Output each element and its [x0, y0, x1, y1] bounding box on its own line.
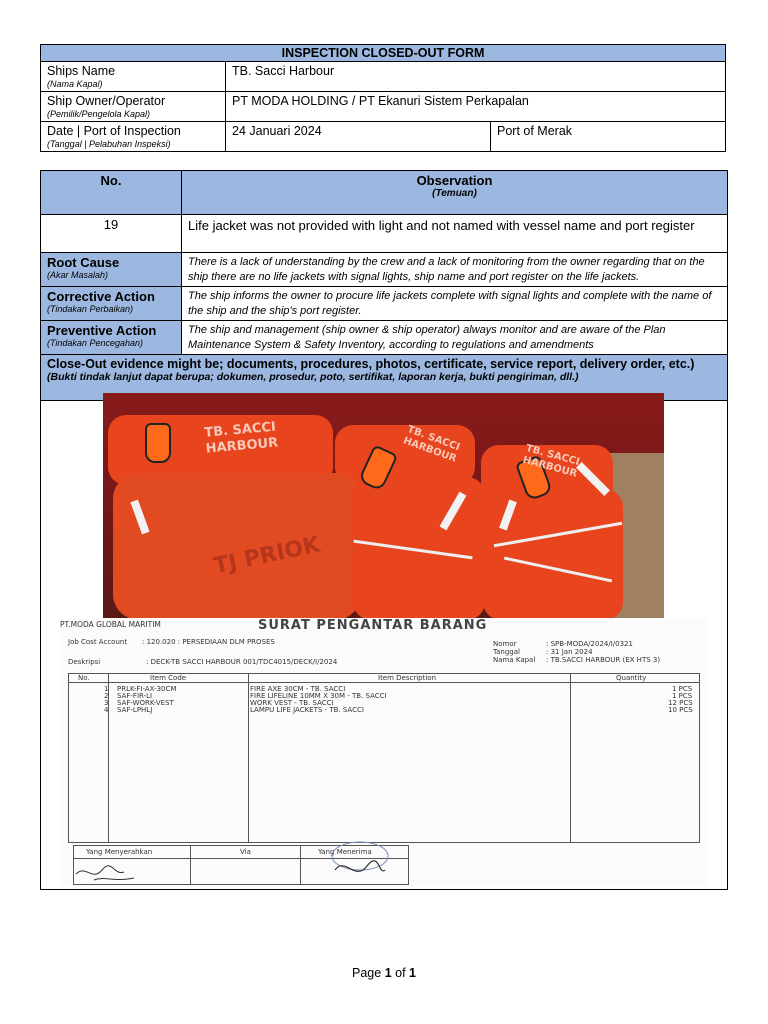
no-header: No.	[41, 171, 182, 215]
scan-row-code: SAF-LPHLJ	[117, 706, 153, 714]
owner-sub: (Pemilik/Pengelola Kapal)	[47, 109, 151, 119]
jacket-label-3: TB. SACCI HARBOUR	[521, 443, 581, 480]
receiver-stamp-icon	[315, 836, 405, 886]
scan-sig-giver: Yang Menyerahkan	[86, 848, 153, 856]
date-label-cell	[41, 122, 226, 152]
preventive-label: Preventive Action	[47, 323, 157, 338]
signature-1-icon	[74, 862, 194, 886]
ships-name-label: Ships Name	[47, 64, 116, 78]
scan-description-label: Deskripsi	[68, 658, 101, 666]
owner-label: Ship Owner/Operator	[47, 94, 166, 108]
scan-sig-via: Via	[240, 848, 251, 856]
jacket-label-2: TB. SACCI HARBOUR	[401, 424, 462, 465]
ships-name-value: TB. Sacci Harbour	[226, 62, 726, 92]
scan-row-desc: FIRE LIFELINE 10MM X 30M - TB. SACCI	[250, 692, 387, 700]
scan-row-desc: FIRE AXE 30CM - TB. SACCI	[250, 685, 346, 693]
page-total: 1	[409, 966, 416, 980]
ships-name-label-cell	[41, 62, 226, 92]
scan-tanggal-value: : 31 Jan 2024	[546, 648, 593, 656]
form-title: INSPECTION CLOSED-OUT FORM	[41, 45, 726, 62]
scan-row-no: 1	[104, 685, 109, 693]
scan-row-no: 2	[104, 692, 109, 700]
finding-text: Life jacket was not provided with light and not named with vessel name and port register	[182, 215, 728, 253]
scan-col-qty: Quantity	[616, 674, 647, 682]
scan-row-code: PRLK-FI-AX-30CM	[117, 685, 177, 693]
corrective-label-cell	[41, 287, 182, 321]
scan-row-qty: 1 PCS	[672, 685, 693, 693]
scan-tanggal-label: Tanggal	[493, 648, 520, 656]
root-cause-sub: (Akar Masalah)	[47, 270, 109, 280]
finding-number: 19	[41, 215, 182, 253]
jacket-label-1: TB. SACCI HARBOUR	[203, 419, 279, 457]
observation-header-label: Observation	[416, 173, 493, 188]
scan-row-code: SAF-FIR-LI	[117, 692, 153, 700]
scan-job-cost-label: Job Cost Account	[68, 638, 128, 646]
scan-job-cost-value: : 120.020 : PERSEDIAAN DLM PROSES	[142, 638, 275, 646]
root-cause-label-cell	[41, 253, 182, 287]
preventive-sub: (Tindakan Pencegahan)	[47, 338, 143, 348]
scan-row-no: 3	[104, 699, 109, 707]
scan-nama-kapal-value: : TB.SACCI HARBOUR (EX HTS 3)	[546, 656, 661, 664]
page-number: 1	[384, 966, 392, 980]
preventive-label-cell	[41, 321, 182, 355]
observation-header-sub: (Temuan)	[432, 188, 477, 199]
scan-row-no: 4	[104, 706, 109, 714]
root-cause-text: There is a lack of understanding by the crew and a lack of monitoring from the owner regarding that on the ship there are no life jackets with signal lights, ship name and port register on the life jackets.	[182, 253, 728, 287]
scan-nomor-value: : SPB-MODA/2024/I/0321	[546, 640, 633, 648]
scan-title: SURAT PENGANTAR BARANG	[258, 618, 488, 633]
date-sub: (Tanggal | Pelabuhan Inspeksi)	[47, 139, 171, 149]
header-table	[40, 44, 726, 152]
scan-col-item-code: Item Code	[150, 674, 187, 682]
page-of: of	[391, 966, 410, 980]
life-jackets-photo	[103, 393, 664, 620]
corrective-label: Corrective Action	[47, 289, 155, 304]
scan-nama-kapal-label: Nama Kapal	[493, 656, 536, 664]
date-value: 24 Januari 2024	[226, 122, 491, 152]
preventive-text: The ship and management (ship owner & ship operator) always monitor and are aware of the Plan Maintenance System & Safety Inventory, according to regulations and amendments	[182, 321, 728, 355]
corrective-text: The ship informs the owner to procure life jackets complete with signal lights and complete with the name of the ship and the ship's port register.	[182, 287, 728, 321]
page-prefix: Page	[352, 966, 385, 980]
observation-table	[40, 170, 728, 401]
owner-label-cell	[41, 92, 226, 122]
evidence-sub: (Bukti tindak lanjut dapat berupa; dokumen, prosedur, poto, sertifikat, laporan kerja, bukti pengiriman, dll.)	[47, 371, 579, 383]
delivery-note-scan	[60, 618, 708, 886]
evidence-label: Close-Out evidence might be; documents, procedures, photos, certificate, service report, delivery order, etc.)	[47, 357, 695, 371]
root-cause-label: Root Cause	[47, 255, 120, 270]
page-footer	[0, 966, 768, 980]
owner-value: PT MODA HOLDING / PT Ekanuri Sistem Perkapalan	[226, 92, 726, 122]
scan-sig-receiver: Yang Menerima	[318, 848, 372, 856]
scan-nomor-label: Nomor	[493, 640, 517, 648]
scan-row-code: SAF-WORK-VEST	[117, 699, 174, 707]
date-label: Date | Port of Inspection	[47, 124, 181, 138]
scan-row-qty: 12 PCS	[668, 699, 693, 707]
corrective-sub: (Tindakan Perbaikan)	[47, 304, 133, 314]
scan-company: PT.MODA GLOBAL MARITIM	[60, 620, 161, 629]
scan-row-qty: 1 PCS	[672, 692, 693, 700]
signal-light-icon	[145, 423, 171, 463]
scan-col-item-desc: Item Description	[378, 674, 437, 682]
port-value: Port of Merak	[491, 122, 726, 152]
observation-header	[182, 171, 728, 215]
scan-row-desc: WORK VEST - TB. SACCI	[250, 699, 334, 707]
jacket-stamp: TJ PRIOK	[211, 532, 323, 580]
ships-name-sub: (Nama Kapal)	[47, 79, 103, 89]
scan-col-no: No.	[78, 674, 90, 682]
scan-row-qty: 10 PCS	[668, 706, 693, 714]
scan-row-desc: LAMPU LIFE JACKETS - TB. SACCI	[250, 706, 364, 714]
scan-description-value: : DECK-TB SACCI HARBOUR 001/TDC4015/DECK/I/2024	[146, 658, 338, 666]
